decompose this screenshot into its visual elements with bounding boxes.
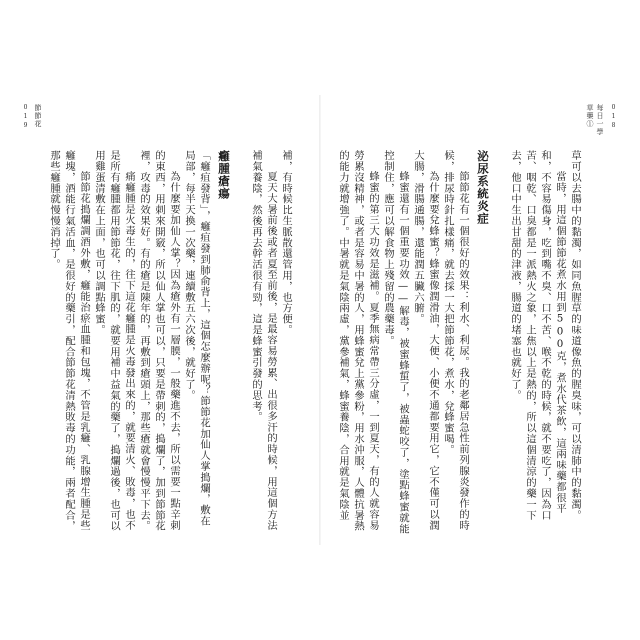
paragraph: 補，有時候比生脈散還管用，也方便。 (280, 150, 292, 336)
right-page-body (337, 150, 582, 535)
paragraph: 「癰疽發背」，癰疽發到肺俞背上，這個怎麼辦呢？節節花加仙人掌搗爛，敷在局部，每半天換一次藥，連續敷五六次後，就好了。 (183, 150, 210, 527)
paragraph: 節節花有一個很好的效果：利水、利尿。我的老鄰居急性前列腺炎發作的時候，排尿時針扎樣痛，就去採一大把節節花，煮水，兌蜂蜜喝。 (442, 150, 469, 531)
paragraph: 為什麼要加仙人掌？因為瘡外有一層膜，一般藥進不去，所以需要一點辛刺的東西，用刺來開竅，所以仙人掌也可以，只要是帶刺的，搗爛了，加到節節花裡，攻毒的效果好。有的瘡是陳年的，再敷到瘡頭上，那些瘡就會慢慢平下去。 (138, 150, 180, 532)
left-page-number: 019 (22, 104, 29, 131)
paragraph: 蜂蜜還有一個重要功效——解毒，被蜜蜂蜇了，被蟲蛇咬了，塗點蜂蜜就能控制住，應可以解食物上殘留的農藥毒。 (382, 150, 409, 534)
left-page-body (35, 150, 293, 535)
right-page-number: 018 (610, 104, 617, 131)
right-header-subtitle: 草藥① (586, 104, 594, 128)
paragraph: 蜂蜜的第三大功效是滋補。夏季無病常帶三分虛，一到夏天，有的人就容易勞累沒精神，或者是容易中暑的人，用蜂蜜兌上黨參粉，用水沖服，人體抗暑熱的能力就增強了。中暑就是氣陰兩虛，黨參補氣，蜂蜜養陰，合用就是氣陰並 (337, 150, 379, 532)
paragraph: 節節花搗爛調酒外敷，癰能治瘀血腫和包塊，不管是乳癰、乳腺增生腫是些癰塊，酒能行氣活血，是很好的藥引，配合節節花清熱敗毒的功能，兩者配合，那些癰腫就慢慢消掉了。 (48, 150, 90, 532)
section-heading: 癰腫瘡瘍 (217, 150, 231, 200)
page-gutter (319, 95, 321, 545)
right-header-book: 每日一學 (596, 104, 604, 136)
paragraph: 草可以去腸中的黏濁，如同魚腥草的味道像魚的腥臭味，可以清肺中的黏濁。 (569, 150, 581, 521)
paragraph: 當時，用這個節節花煮水用到500克，煮水代茶飲，這兩味藥都很平和，不容易傷身，吃到嘴不臭、口不苦、喉不乾的時候，就不要吃了，因為口苦、咽乾、口臭都是一派熱火之象，上焦以上是熱的，所以這個清涼的藥一下去，他口中生出甘甜的津液，腸道的堵塞也就好了。 (509, 150, 566, 521)
paragraph: 夏天大暑前後或者夏至前後，是最容易勞累、出很多汗的時候，用這個方法補氣養陰，然後再去幹活很有勁，這是蜂蜜引發的思考。 (250, 150, 277, 531)
paragraph: 痛癰腫是火毒生的，往下這花癰腫是火毒發出來的，就要清火、敗毒，也不是所有癰腫都用節節花，往下肌的，就要用補中益氣的藥了，搗爛過後，也可以用雞蛋清敷在上面，也可以調點蜂蜜。 (93, 150, 135, 532)
paragraph: 為什麼要兌蜂蜜？蜂蜜像潤滑油，大便、小便不通都要用它，它不僅可以潤大腸，滑腸通腸，還能潤五臟六腑。 (412, 150, 439, 531)
section-heading: 泌尿系統炎症 (476, 150, 490, 225)
left-header: 節節花 (34, 104, 42, 128)
